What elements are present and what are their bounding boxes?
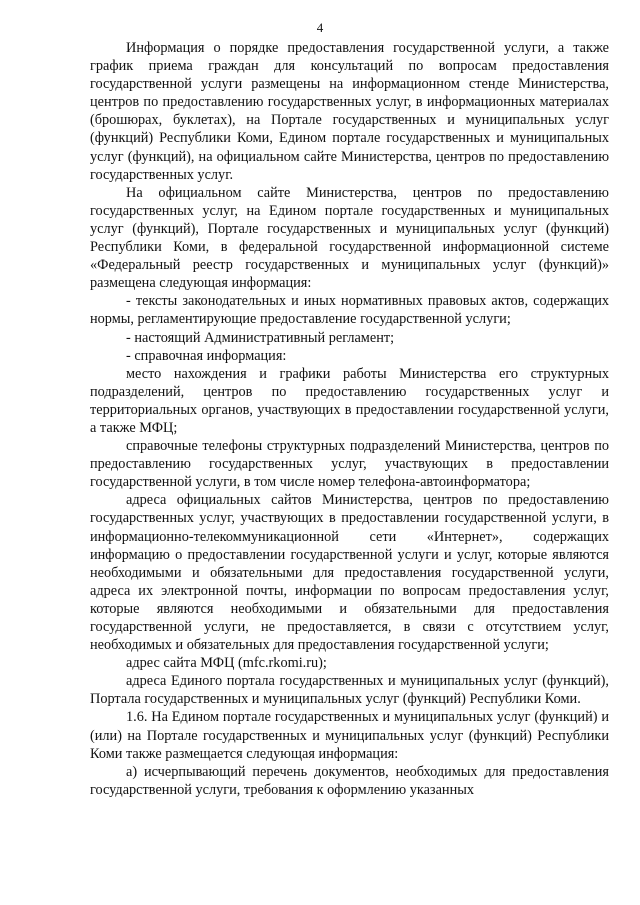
paragraph-location-schedule: место нахождения и графики работы Министерства его структурных подразделений, центров по предоставлению государственных услуг и территориальных органов, участвующих в предоставлении государственной услуги, а также МФЦ; [90, 365, 609, 436]
paragraph-info-order: Информация о порядке предоставления государственной услуги, а также график приема граждан для консультаций по вопросам предоставления государственной услуги размещены на информационном стенде Министерства, центров по предоставлению государственных услуг, в информационных материалах (брошюрах, буклетах), на Портале государственных и муниципальных услуг (функций) Республики Коми, Едином портале государственных и муниципальных услуг (функций), на официальном сайте Министерства, центров по предоставлению государственных услуг. [90, 40, 609, 183]
paragraph-websites: адреса официальных сайтов Министерства, центров по предоставлению государственных услуг, участвующих в предоставлении государственной услуги, в информационно-телекоммуникационной сети «Интернет», содержащих информацию о предоставлении государственной услуги и услуг, которые являются необходимыми и обязательными для предоставления государственной услуги, адреса их электронной почты, информации по вопросам предоставления услуг, которые являются необходимыми и обязательными для предоставления государственной услуги, не предоставляется, в связи с отсутствием услуг, необходимых и обязательных для предоставления государственной услуги; [90, 492, 609, 654]
paragraph-phones: справочные телефоны структурных подразделений Министерства, центров по предоставлению государственных услуг, участвующих в предоставлении государственной услуги, в том числе номер телефона-автоинформатора; [90, 438, 609, 491]
paragraph-portal-addresses: адреса Единого портала государственных и муниципальных услуг (функций), Портала государственных и муниципальных услуг (функций) Республики Коми. [90, 673, 609, 708]
document-body [90, 39, 609, 799]
paragraph-mfc-site: адрес сайта МФЦ (mfc.rkomi.ru); [126, 655, 327, 672]
paragraph-section-1-6: 1.6. На Едином портале государственных и муниципальных услуг (функций) и (или) на Портале государственных и муниципальных услуг (функций) Республики Коми также размещается следующая информация: [90, 709, 609, 762]
page-number: 4 [316, 20, 324, 35]
list-item-legal-acts: - тексты законодательных и иных нормативных правовых актов, содержащих нормы, регламентирующие предоставление государственной услуги; [90, 293, 609, 328]
list-item-reference-info: - справочная информация: [126, 347, 287, 364]
paragraph-official-site: На официальном сайте Министерства, центров по предоставлению государственных услуг, на Едином портале государственных и муниципальных услуг (функций), Портале государственных и муниципальных услуг (функций) Республики Коми, в федеральной государственной информационной системе «Федеральный реестр государственных и муниципальных услуг (функций)» размещена следующая информация: [90, 184, 609, 292]
list-item-regulation: - настоящий Административный регламент; [126, 329, 395, 346]
paragraph-item-a: а) исчерпывающий перечень документов, необходимых для предоставления государственной услуги, требования к оформлению указанных [90, 763, 609, 798]
